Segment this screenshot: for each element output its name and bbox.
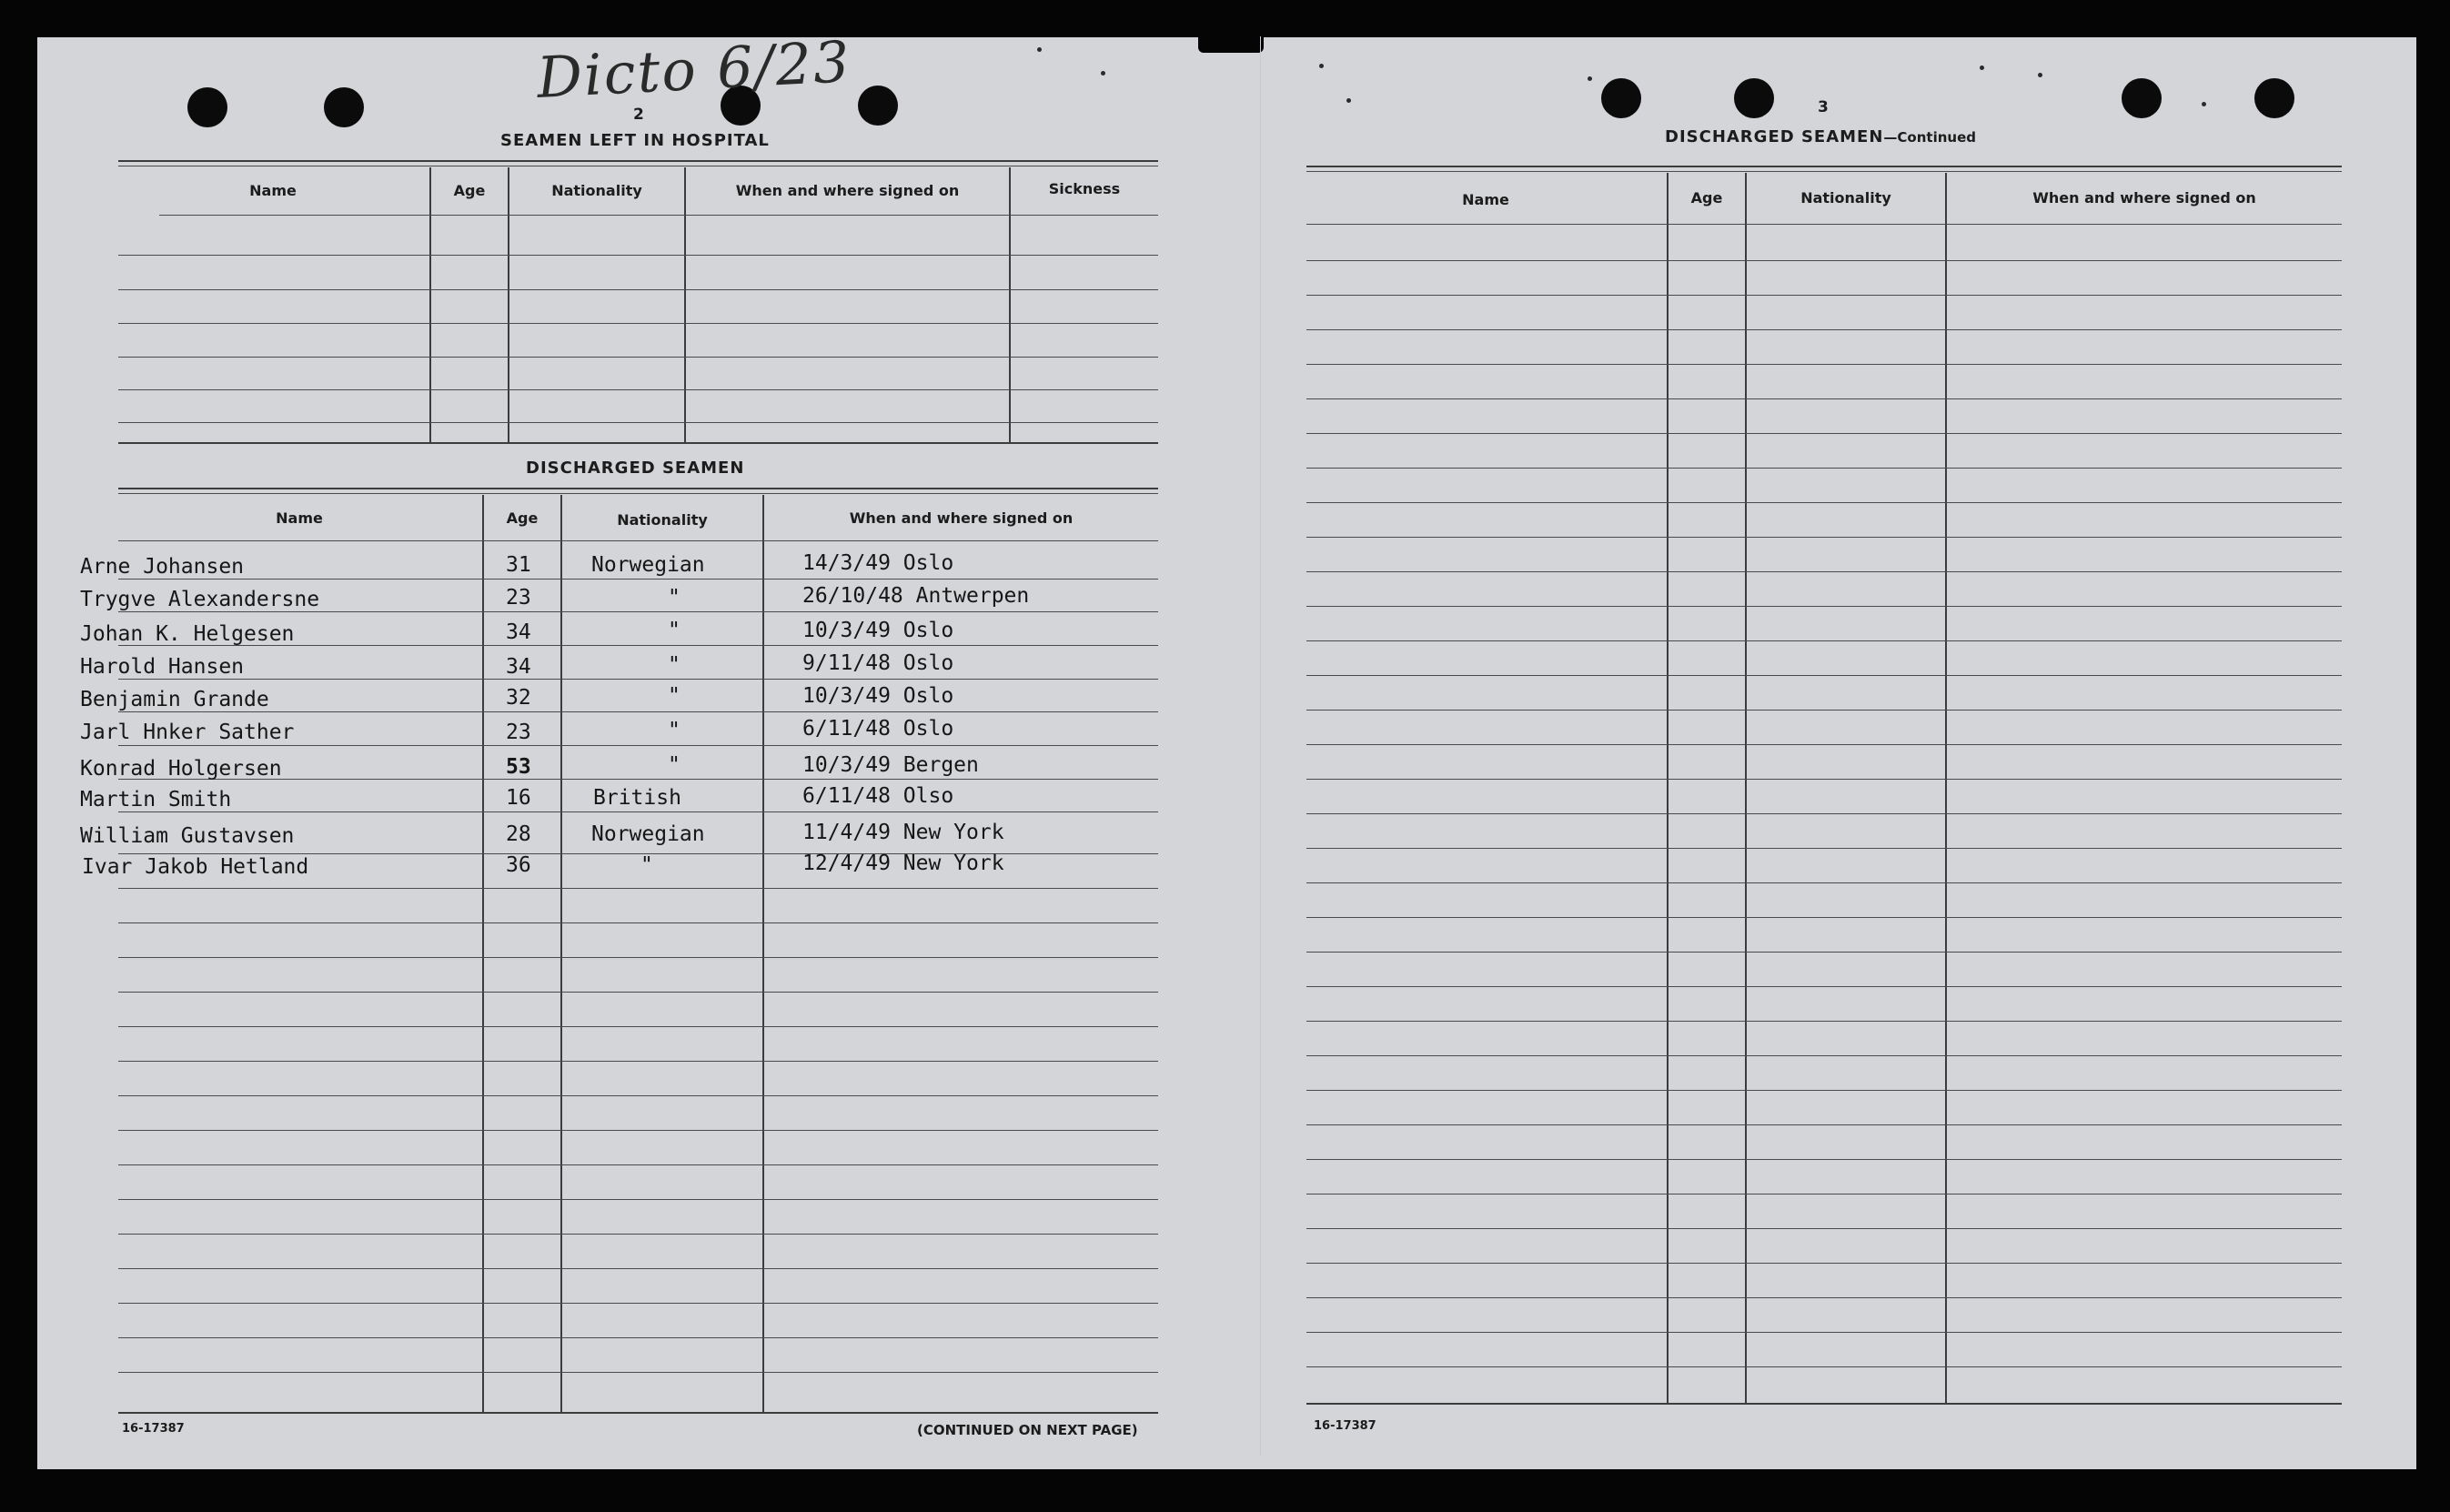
column-divider	[684, 167, 686, 442]
column-divider	[482, 495, 484, 1414]
row-line	[1306, 675, 2342, 676]
hospital-header-age: Age	[453, 182, 486, 199]
row-line	[118, 289, 1158, 290]
row-line	[118, 888, 1158, 889]
row-line	[118, 1268, 1158, 1269]
rule	[118, 1412, 1158, 1414]
row-line	[1306, 917, 2342, 918]
seaman-name: Ivar Jakob Hetland	[82, 855, 309, 879]
document-sheet	[37, 37, 2416, 1469]
rule	[118, 160, 1158, 162]
seaman-signed-on: 10/3/49 Oslo	[802, 619, 954, 642]
speck	[1319, 64, 1324, 68]
rule	[1306, 224, 2342, 225]
seaman-signed-on: 9/11/48 Oslo	[802, 651, 954, 675]
punch-hole	[187, 87, 227, 127]
seaman-age: 23	[506, 721, 531, 744]
row-line	[118, 745, 1158, 746]
hospital-header-sickness: Sickness	[1048, 180, 1121, 197]
punch-hole	[1601, 78, 1641, 118]
hospital-header-nationality: Nationality	[551, 182, 642, 199]
form-number-right: 16-17387	[1314, 1419, 1376, 1433]
scanner-notch	[1198, 35, 1264, 53]
discharged-header-name: Name	[276, 509, 323, 527]
speck	[1346, 98, 1351, 103]
row-line	[1306, 813, 2342, 814]
row-line	[118, 1303, 1158, 1304]
row-line	[1306, 433, 2342, 434]
right-header-name: Name	[1462, 191, 1509, 208]
row-line	[1306, 260, 2342, 261]
row-line	[118, 1130, 1158, 1131]
rule	[118, 540, 1158, 541]
row-line	[1306, 779, 2342, 780]
row-line	[1306, 640, 2342, 641]
punch-hole	[2122, 78, 2162, 118]
speck	[2202, 102, 2206, 106]
row-line	[118, 811, 1158, 812]
seaman-signed-on: 10/3/49 Bergen	[802, 753, 979, 777]
discharged-header-nationality: Nationality	[617, 511, 708, 529]
right-section-title	[1665, 127, 1976, 146]
hospital-section-title: SEAMEN LEFT IN HOSPITAL	[500, 131, 770, 150]
row-line	[118, 389, 1158, 390]
row-line	[1306, 468, 2342, 469]
right-title-suffix: —Continued	[1883, 129, 1976, 146]
discharged-header-age: Age	[506, 509, 539, 527]
row-line	[1306, 1332, 2342, 1333]
right-title-main: DISCHARGED SEAMEN	[1665, 127, 1884, 146]
column-divider	[1945, 173, 1947, 1403]
rule	[159, 215, 1158, 216]
speck	[1588, 76, 1592, 81]
row-line	[1306, 329, 2342, 330]
seaman-age: 53	[506, 755, 531, 779]
seaman-age: 36	[506, 853, 531, 877]
column-divider	[429, 167, 431, 442]
row-line	[1306, 571, 2342, 572]
seaman-signed-on: 11/4/49 New York	[802, 821, 1004, 844]
column-divider	[508, 167, 509, 442]
hospital-header-signed-on: When and where signed on	[735, 182, 960, 199]
seaman-age: 34	[506, 655, 531, 679]
row-line	[1306, 1021, 2342, 1022]
row-line	[118, 323, 1158, 324]
row-line	[1306, 398, 2342, 399]
discharged-header-signed-on: When and where signed on	[849, 509, 1074, 527]
punch-hole	[858, 86, 898, 126]
seaman-nationality: "	[668, 586, 681, 610]
row-line	[118, 579, 1158, 580]
row-line	[118, 1061, 1158, 1062]
continued-note: (CONTINUED ON NEXT PAGE)	[917, 1422, 1138, 1438]
seaman-nationality: Norwegian	[591, 553, 705, 577]
column-divider	[1667, 173, 1669, 1403]
column-divider	[1745, 173, 1747, 1403]
punch-hole	[1734, 78, 1774, 118]
right-header-nationality: Nationality	[1800, 189, 1891, 207]
row-line	[1306, 1366, 2342, 1367]
row-line	[1306, 744, 2342, 745]
row-line	[118, 1164, 1158, 1165]
seaman-nationality: "	[640, 853, 653, 877]
right-header-age: Age	[1690, 189, 1723, 207]
row-line	[1306, 1124, 2342, 1125]
row-line	[118, 679, 1158, 680]
seaman-nationality: "	[668, 619, 681, 642]
seaman-name: Trygve Alexandersne	[80, 588, 320, 611]
speck	[1101, 71, 1105, 76]
seaman-name: Johan K. Helgesen	[80, 622, 295, 646]
seaman-nationality: "	[668, 653, 681, 677]
seaman-signed-on: 14/3/49 Oslo	[802, 551, 954, 575]
column-divider	[762, 495, 764, 1414]
seaman-name: Benjamin Grande	[80, 688, 269, 711]
seaman-name: Martin Smith	[80, 788, 232, 811]
rule	[1306, 166, 2342, 167]
seaman-age: 16	[506, 786, 531, 810]
seaman-nationality: "	[668, 719, 681, 742]
punch-hole	[324, 87, 364, 127]
right-header-signed-on: When and where signed on	[2032, 189, 2256, 207]
seaman-age: 32	[506, 686, 531, 710]
row-line	[1306, 295, 2342, 296]
seaman-signed-on: 12/4/49 New York	[802, 852, 1004, 875]
row-line	[118, 255, 1158, 256]
seaman-age: 31	[506, 553, 531, 577]
rule	[118, 488, 1158, 489]
seaman-age: 23	[506, 586, 531, 610]
seaman-name: Harold Hansen	[80, 655, 245, 679]
seaman-name: Jarl Hnker Sather	[80, 721, 295, 744]
row-line	[118, 1199, 1158, 1200]
row-line	[118, 611, 1158, 612]
column-divider	[1009, 167, 1011, 442]
row-line	[1306, 606, 2342, 607]
seaman-signed-on: 10/3/49 Oslo	[802, 684, 954, 708]
speck	[2038, 73, 2042, 77]
row-line	[1306, 364, 2342, 365]
row-line	[1306, 1297, 2342, 1298]
row-line	[118, 992, 1158, 993]
row-line	[118, 1337, 1158, 1338]
seaman-name: Konrad Holgersen	[80, 757, 282, 781]
row-line	[1306, 1159, 2342, 1160]
rule	[118, 442, 1158, 444]
row-line	[1306, 710, 2342, 711]
seaman-name: Arne Johansen	[80, 555, 245, 579]
hospital-header-name: Name	[249, 182, 297, 199]
seaman-signed-on: 6/11/48 Oslo	[802, 717, 954, 741]
row-line	[118, 711, 1158, 712]
row-line	[1306, 1228, 2342, 1229]
row-line	[1306, 1263, 2342, 1264]
page-number-left: 2	[633, 106, 644, 124]
row-line	[118, 422, 1158, 423]
speck	[1037, 47, 1042, 52]
row-line	[118, 1026, 1158, 1027]
row-line	[1306, 502, 2342, 503]
row-line	[118, 357, 1158, 358]
rule	[118, 493, 1158, 494]
row-line	[1306, 848, 2342, 849]
seaman-signed-on: 6/11/48 Olso	[802, 784, 954, 808]
row-line	[1306, 537, 2342, 538]
rule	[1306, 1403, 2342, 1405]
seaman-nationality: Norwegian	[591, 822, 705, 846]
column-divider	[560, 495, 562, 1414]
row-line	[118, 1095, 1158, 1096]
page-fold	[1260, 36, 1261, 1456]
row-line	[1306, 986, 2342, 987]
row-line	[118, 1372, 1158, 1373]
seaman-name: William Gustavsen	[80, 824, 295, 848]
seaman-nationality: "	[668, 684, 681, 708]
page-number-right: 3	[1818, 98, 1829, 116]
row-line	[118, 922, 1158, 923]
seaman-age: 28	[506, 822, 531, 846]
speck	[1980, 66, 1984, 70]
seaman-nationality: British	[593, 786, 681, 810]
row-line	[118, 1234, 1158, 1235]
form-number-left: 16-17387	[122, 1422, 185, 1436]
row-line	[1306, 952, 2342, 953]
punch-hole	[2254, 78, 2294, 118]
row-line	[1306, 882, 2342, 883]
row-line	[118, 957, 1158, 958]
handwritten-annotation: Dicto 6/23	[535, 28, 853, 111]
row-line	[1306, 1090, 2342, 1091]
seaman-nationality: "	[668, 753, 681, 777]
row-line	[1306, 1055, 2342, 1056]
seaman-age: 34	[506, 620, 531, 644]
seaman-signed-on: 26/10/48 Antwerpen	[802, 584, 1030, 608]
discharged-section-title: DISCHARGED SEAMEN	[526, 459, 745, 478]
rule	[1306, 171, 2342, 172]
